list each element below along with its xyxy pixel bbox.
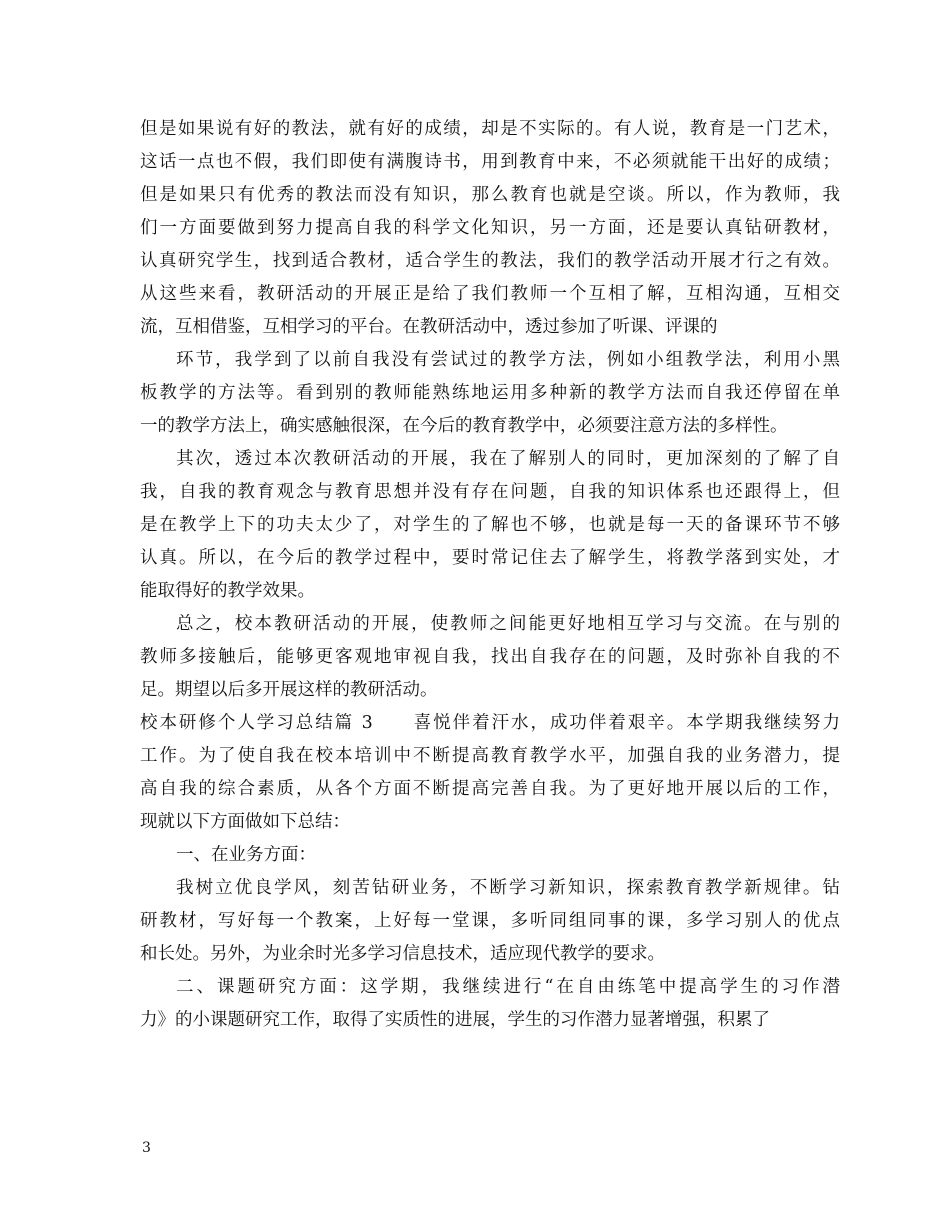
- text-line: 总之，校本教研活动的开展，使教师之间能更好地相互学习与交流。在与别的: [176, 614, 840, 634]
- text-line: 研教材，写好每一个教案，上好每一堂课，多听同组同事的课，多学习别人的优点: [140, 911, 840, 931]
- text-line: 校本研修个人学习总结篇 3 喜悦伴着汗水，成功伴着艰辛。本学期我继续努力: [140, 713, 840, 733]
- text-line: 一的教学方法上，确实感触很深，在今后的教育教学中，必须要注意方法的多样性。: [140, 416, 788, 436]
- text-line: 我树立优良学风，刻苦钻研业务，不断学习新知识，探索教育教学新规律。钻: [176, 878, 840, 898]
- text-line: 但是如果说有好的教法，就有好的成绩，却是不实际的。有人说，教育是一门艺术，: [140, 119, 840, 139]
- text-line: 力》的小课题研究工作，取得了实质性的进展，学生的习作潜力显著增强，积累了: [140, 1010, 770, 1030]
- text-line: 工作。为了使自我在校本培训中不断提高教育教学水平，加强自我的业务潜力，提: [140, 746, 840, 766]
- text-line: 能取得好的教学效果。: [140, 581, 315, 601]
- text-line: 这话一点也不假，我们即使有满腹诗书，用到教育中来，不必须就能干出好的成绩；: [140, 152, 840, 172]
- text-line: 足。期望以后多开展这样的教研活动。: [140, 680, 438, 700]
- text-line: 们一方面要做到努力提高自我的科学文化知识，另一方面，还是要认真钻研教材，: [140, 218, 840, 238]
- text-line: 认真。所以，在今后的教学过程中，要时常记住去了解学生，将教学落到实处，才: [140, 548, 840, 568]
- text-line: 流，互相借鉴，互相学习的平台。在教研活动中，透过参加了听课、评课的: [140, 317, 718, 337]
- text-line: 从这些来看，教研活动的开展正是给了我们教师一个互相了解，互相沟通，互相交: [140, 284, 840, 304]
- text-line: 一、在业务方面：: [176, 845, 316, 865]
- document-body: [140, 113, 840, 1037]
- text-line: 板教学的方法等。看到别的教师能熟练地运用多种新的教学方法而自我还停留在单: [140, 383, 840, 403]
- text-line: 二、课题研究方面：这学期，我继续进行“在自由练笔中提高学生的习作潜: [176, 977, 840, 997]
- text-line: 其次，透过本次教研活动的开展，我在了解别人的同时，更加深刻的了解了自: [176, 449, 840, 469]
- text-line: 现就以下方面做如下总结：: [140, 812, 350, 832]
- text-line: 但是如果只有优秀的教法而没有知识，那么教育也就是空谈。所以，作为教师，我: [140, 185, 840, 205]
- text-line: 教师多接触后，能够更客观地审视自我，找出自我存在的问题，及时弥补自我的不: [140, 647, 840, 667]
- text-line: 认真研究学生，找到适合教材，适合学生的教法，我们的教学活动开展才行之有效。: [140, 251, 840, 271]
- page-number: 3: [142, 1140, 151, 1156]
- text-line: 是在教学上下的功夫太少了，对学生的了解也不够，也就是每一天的备课环节不够: [140, 515, 840, 535]
- text-line: 和长处。另外，为业余时光多学习信息技术，适应现代教学的要求。: [140, 944, 665, 964]
- text-line: 高自我的综合素质，从各个方面不断提高完善自我。为了更好地开展以后的工作，: [140, 779, 840, 799]
- text-line: 环节，我学到了以前自我没有尝试过的教学方法，例如小组教学法，利用小黑: [176, 350, 840, 370]
- text-line: 我，自我的教育观念与教育思想并没有存在问题，自我的知识体系也还跟得上，但: [140, 482, 840, 502]
